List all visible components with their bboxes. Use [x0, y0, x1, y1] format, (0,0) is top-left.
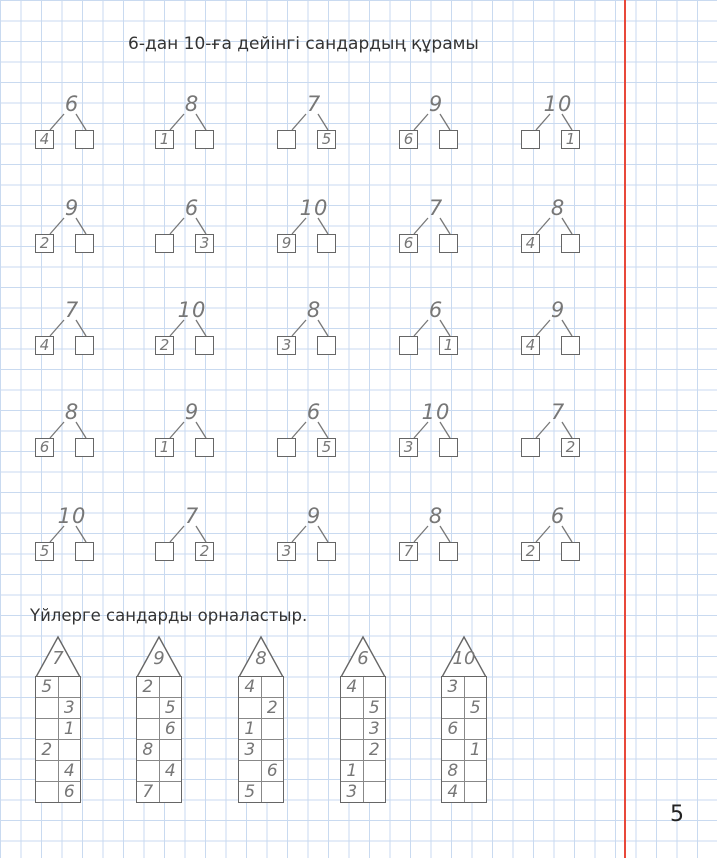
- house-floor: [341, 697, 385, 718]
- floor-cell-right[interactable]: 5: [164, 698, 176, 718]
- floor-cell-right[interactable]: 3: [368, 719, 380, 739]
- floor-cell-right[interactable]: [262, 719, 284, 739]
- floor-cell-left[interactable]: 4: [341, 677, 364, 697]
- number-house: [238, 636, 284, 816]
- floor-cell-left[interactable]: 5: [36, 677, 59, 697]
- floor-cell-right[interactable]: [160, 740, 182, 760]
- floor-cell-left[interactable]: 3: [239, 740, 262, 760]
- whole-number: 6: [306, 400, 322, 424]
- whole-number: 10: [421, 400, 451, 424]
- decomposition-cell: [270, 504, 360, 574]
- answer-box-right[interactable]: [75, 336, 94, 355]
- floor-cell-left[interactable]: [341, 698, 364, 718]
- answer-box-left[interactable]: 7: [399, 542, 418, 561]
- decomposition-cell: [270, 298, 360, 368]
- whole-number: 7: [306, 92, 322, 116]
- answer-box-right[interactable]: 2: [195, 542, 214, 561]
- whole-number: 10: [543, 92, 573, 116]
- floor-cell-right[interactable]: [465, 761, 487, 781]
- whole-number: 6: [550, 504, 566, 528]
- decomposition-cell: [28, 196, 118, 266]
- whole-number: 9: [184, 400, 200, 424]
- floor-cell-right[interactable]: 5: [469, 698, 481, 718]
- answer-box-left[interactable]: 3: [399, 438, 418, 457]
- floor-cell-left[interactable]: 2: [36, 740, 59, 760]
- floor-cell-left[interactable]: 7: [137, 782, 160, 802]
- decomposition-cell: [270, 400, 360, 470]
- floor-cell-right[interactable]: [262, 677, 284, 697]
- house-floor: [239, 697, 283, 718]
- whole-number: 7: [550, 400, 566, 424]
- floor-cell-left[interactable]: 3: [442, 677, 465, 697]
- floor-cell-left[interactable]: [36, 761, 59, 781]
- floor-cell-right[interactable]: [364, 677, 386, 697]
- floor-cell-right[interactable]: [465, 677, 487, 697]
- answer-box-right[interactable]: 1: [561, 130, 580, 149]
- house-floor: [137, 718, 181, 739]
- house-floors: [136, 676, 182, 803]
- floor-cell-right[interactable]: 3: [63, 698, 75, 718]
- answer-box-right[interactable]: 5: [317, 438, 336, 457]
- answer-box-right[interactable]: [75, 234, 94, 253]
- floor-cell-right[interactable]: 5: [368, 698, 380, 718]
- decomposition-cell: [148, 504, 238, 574]
- answer-box-left[interactable]: 6: [35, 438, 54, 457]
- answer-box-right[interactable]: [317, 336, 336, 355]
- floor-cell-right[interactable]: [465, 782, 487, 802]
- floor-cell-right[interactable]: 2: [266, 698, 278, 718]
- answer-box-left[interactable]: 6: [399, 130, 418, 149]
- answer-box-left[interactable]: 4: [35, 336, 54, 355]
- houses-instruction: Үйлерге сандарды орналастыр.: [30, 606, 308, 625]
- house-floor: [137, 697, 181, 718]
- house-floor: [239, 739, 283, 760]
- floor-cell-right[interactable]: 1: [63, 719, 75, 739]
- house-floor: [36, 781, 80, 802]
- answer-box-right[interactable]: [561, 234, 580, 253]
- answer-box-right[interactable]: [75, 438, 94, 457]
- floor-cell-left[interactable]: 1: [341, 761, 364, 781]
- answer-box-left[interactable]: 6: [399, 234, 418, 253]
- answer-box-right[interactable]: [561, 336, 580, 355]
- answer-box-left[interactable]: 2: [155, 336, 174, 355]
- decomposition-cell: [148, 400, 238, 470]
- answer-box-right[interactable]: [439, 438, 458, 457]
- whole-number: 10: [57, 504, 87, 528]
- floor-cell-right[interactable]: 1: [469, 740, 481, 760]
- answer-box-right[interactable]: [439, 234, 458, 253]
- decomposition-cell: [148, 92, 238, 162]
- margin-line: [624, 0, 626, 858]
- decomposition-cell: [270, 92, 360, 162]
- answer-box-right[interactable]: [317, 542, 336, 561]
- house-floor: [341, 739, 385, 760]
- house-floor: [36, 739, 80, 760]
- number-house: [340, 636, 386, 816]
- whole-number: 6: [428, 298, 444, 322]
- floor-cell-left[interactable]: [137, 719, 160, 739]
- answer-box-left[interactable]: 5: [35, 542, 54, 561]
- answer-box-right[interactable]: [195, 130, 214, 149]
- answer-box-left[interactable]: 4: [521, 336, 540, 355]
- house-floor: [137, 677, 181, 697]
- number-house: [35, 636, 81, 816]
- answer-box-left[interactable]: 4: [521, 234, 540, 253]
- floor-cell-left[interactable]: [239, 761, 262, 781]
- house-floor: [137, 781, 181, 802]
- decomposition-cell: [28, 504, 118, 574]
- decomposition-cell: [514, 298, 604, 368]
- house-floor: [442, 697, 486, 718]
- answer-box-right[interactable]: [317, 234, 336, 253]
- floor-cell-right[interactable]: [160, 677, 182, 697]
- floor-cell-right[interactable]: [364, 761, 386, 781]
- answer-box-right[interactable]: [439, 542, 458, 561]
- floor-cell-left[interactable]: [36, 782, 59, 802]
- answer-box-left[interactable]: 2: [521, 542, 540, 561]
- answer-box-left[interactable]: [277, 438, 296, 457]
- answer-box-right[interactable]: [75, 130, 94, 149]
- house-floor: [36, 677, 80, 697]
- house-floor: [239, 781, 283, 802]
- house-floors: [441, 676, 487, 803]
- whole-number: 6: [184, 196, 200, 220]
- whole-number: 7: [428, 196, 444, 220]
- answer-box-left[interactable]: [521, 438, 540, 457]
- decomposition-cell: [28, 92, 118, 162]
- floor-cell-left[interactable]: [442, 740, 465, 760]
- page-title: 6-дан 10-ға дейінгі сандардың құрамы: [128, 34, 479, 54]
- answer-box-right[interactable]: [195, 438, 214, 457]
- house-floor: [239, 677, 283, 697]
- answer-box-left[interactable]: 1: [155, 438, 174, 457]
- floor-cell-right[interactable]: 2: [368, 740, 380, 760]
- answer-box-left[interactable]: 3: [277, 542, 296, 561]
- floor-cell-right[interactable]: [59, 740, 81, 760]
- house-floor: [36, 697, 80, 718]
- floor-cell-right[interactable]: 4: [63, 761, 75, 781]
- whole-number: 8: [306, 298, 322, 322]
- whole-number: 9: [64, 196, 80, 220]
- floor-cell-left[interactable]: 3: [341, 782, 364, 802]
- answer-box-right[interactable]: [439, 130, 458, 149]
- floor-cell-right[interactable]: [160, 782, 182, 802]
- answer-box-left[interactable]: 2: [35, 234, 54, 253]
- floor-cell-left[interactable]: 5: [239, 782, 262, 802]
- floor-cell-left[interactable]: 4: [239, 677, 262, 697]
- floor-cell-left[interactable]: [442, 698, 465, 718]
- roof-number: 10: [452, 648, 476, 669]
- whole-number: 8: [550, 196, 566, 220]
- house-floor: [341, 781, 385, 802]
- house-floor: [239, 718, 283, 739]
- decomposition-cell: [392, 400, 482, 470]
- answer-box-right[interactable]: [195, 336, 214, 355]
- floor-cell-left[interactable]: [341, 719, 364, 739]
- decomposition-cell: [392, 92, 482, 162]
- decomposition-cell: [148, 196, 238, 266]
- decomposition-cell: [514, 504, 604, 574]
- page-number: 5: [670, 802, 684, 827]
- house-floor: [137, 739, 181, 760]
- answer-box-left[interactable]: 4: [35, 130, 54, 149]
- number-house: [136, 636, 182, 816]
- decomposition-cell: [148, 298, 238, 368]
- roof-number: 8: [255, 648, 267, 669]
- house-floor: [442, 781, 486, 802]
- decomposition-cell: [28, 298, 118, 368]
- floor-cell-left[interactable]: [36, 719, 59, 739]
- house-floor: [442, 760, 486, 781]
- floor-cell-left[interactable]: 2: [137, 677, 160, 697]
- house-floor: [137, 760, 181, 781]
- house-floor: [442, 739, 486, 760]
- house-floor: [239, 760, 283, 781]
- answer-box-right[interactable]: [75, 542, 94, 561]
- house-floor: [36, 718, 80, 739]
- decomposition-cell: [392, 298, 482, 368]
- decomposition-cell: [270, 196, 360, 266]
- floor-cell-left[interactable]: 6: [442, 719, 465, 739]
- answer-box-left[interactable]: [277, 130, 296, 149]
- decomposition-cell: [514, 196, 604, 266]
- floor-cell-right[interactable]: [262, 740, 284, 760]
- answer-box-left[interactable]: [521, 130, 540, 149]
- answer-box-left[interactable]: 9: [277, 234, 296, 253]
- house-floor: [442, 718, 486, 739]
- floor-cell-left[interactable]: [137, 698, 160, 718]
- house-floors: [238, 676, 284, 803]
- whole-number: 8: [428, 504, 444, 528]
- whole-number: 9: [306, 504, 322, 528]
- floor-cell-right[interactable]: 6: [63, 782, 75, 802]
- answer-box-left[interactable]: 1: [155, 130, 174, 149]
- floor-cell-right[interactable]: 6: [266, 761, 278, 781]
- roof-number: 7: [52, 648, 64, 669]
- house-floors: [35, 676, 81, 803]
- house-floor: [341, 760, 385, 781]
- floor-cell-left[interactable]: [239, 698, 262, 718]
- whole-number: 7: [184, 504, 200, 528]
- whole-number: 9: [550, 298, 566, 322]
- floor-cell-right[interactable]: [59, 677, 81, 697]
- floor-cell-right[interactable]: [262, 782, 284, 802]
- house-floor: [341, 677, 385, 697]
- whole-number: 7: [64, 298, 80, 322]
- decomposition-cell: [392, 504, 482, 574]
- answer-box-left[interactable]: [399, 336, 418, 355]
- whole-number: 8: [184, 92, 200, 116]
- floor-cell-right[interactable]: 6: [164, 719, 176, 739]
- roof-number: 6: [357, 648, 369, 669]
- answer-box-right[interactable]: 2: [561, 438, 580, 457]
- decomposition-cell: [514, 400, 604, 470]
- floor-cell-right[interactable]: [364, 782, 386, 802]
- house-floor: [36, 760, 80, 781]
- decomposition-cell: [28, 400, 118, 470]
- decomposition-cell: [392, 196, 482, 266]
- floor-cell-left[interactable]: 8: [137, 740, 160, 760]
- floor-cell-left[interactable]: 4: [442, 782, 465, 802]
- house-floor: [341, 718, 385, 739]
- answer-box-right[interactable]: 1: [439, 336, 458, 355]
- answer-box-right[interactable]: 3: [195, 234, 214, 253]
- answer-box-left[interactable]: [155, 234, 174, 253]
- number-house: [441, 636, 487, 816]
- roof-number: 9: [153, 648, 165, 669]
- floor-cell-left[interactable]: [36, 698, 59, 718]
- whole-number: 9: [428, 92, 444, 116]
- house-floor: [442, 677, 486, 697]
- whole-number: 10: [299, 196, 329, 220]
- answer-box-left[interactable]: 3: [277, 336, 296, 355]
- decomposition-cell: [514, 92, 604, 162]
- answer-box-left[interactable]: [155, 542, 174, 561]
- whole-number: 8: [64, 400, 80, 424]
- floor-cell-left[interactable]: 8: [442, 761, 465, 781]
- whole-number: 10: [177, 298, 207, 322]
- answer-box-right[interactable]: [561, 542, 580, 561]
- answer-box-right[interactable]: 5: [317, 130, 336, 149]
- floor-cell-right[interactable]: [465, 719, 487, 739]
- house-floors: [340, 676, 386, 803]
- floor-cell-left[interactable]: 1: [239, 719, 262, 739]
- floor-cell-right[interactable]: 4: [164, 761, 176, 781]
- floor-cell-left[interactable]: [137, 761, 160, 781]
- whole-number: 6: [64, 92, 80, 116]
- floor-cell-left[interactable]: [341, 740, 364, 760]
